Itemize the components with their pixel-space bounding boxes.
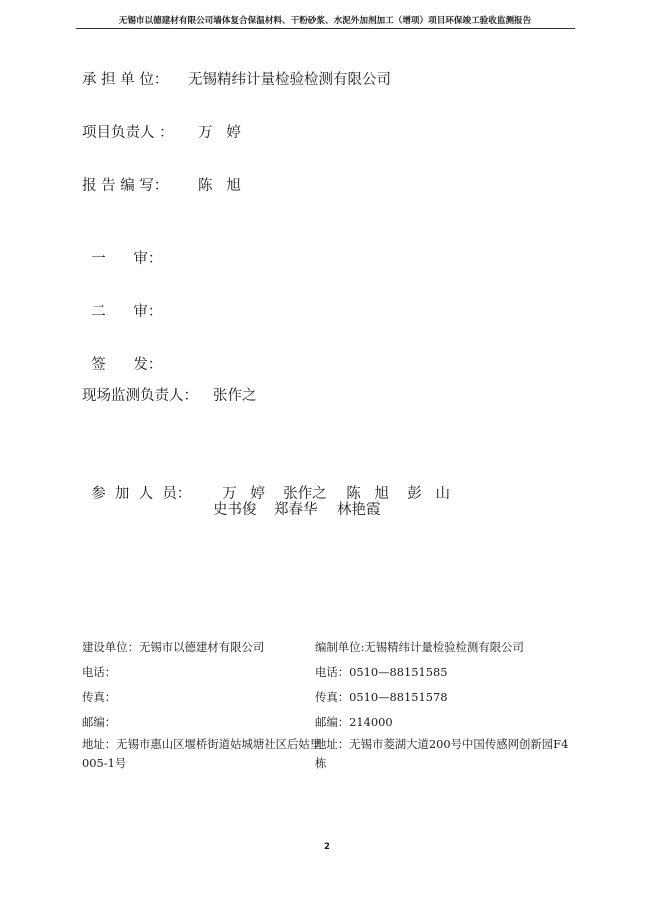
issuer-label: 签 发： (91, 357, 163, 373)
issuer-row (82, 335, 162, 375)
undertaking-unit-row (82, 70, 391, 90)
editor-postcode: 邮编：214000 (315, 715, 393, 729)
builder-phone: 电话： (82, 665, 117, 679)
report-writer-row (82, 176, 241, 196)
editor-fax: 传真：0510—88151578 (315, 690, 448, 704)
editor-unit: 编制单位:无锡精纬计量检验检测有限公司 (315, 640, 524, 654)
project-leader-value: 万 婷 (198, 125, 241, 141)
report-header-title: 无锡市以德建材有限公司墙体复合保温材料、干粉砂浆、水泥外加剂加工（增项）项目环保竣工验收监测报告 (118, 16, 532, 26)
report-writer-value: 陈 旭 (198, 178, 241, 194)
participants-row (82, 464, 450, 504)
participant-name: 郑春华 (274, 502, 318, 518)
second-review-row (82, 282, 162, 322)
project-leader-row (82, 123, 241, 143)
builder-postcode: 邮编： (82, 715, 117, 729)
participants-row-2 (213, 500, 381, 520)
participant-name: 彭 山 (407, 486, 451, 502)
second-review-label: 二 审： (91, 304, 163, 320)
site-leader-label: 现场监测负责人： (82, 388, 198, 404)
page-number: 2 (324, 842, 330, 852)
builder-fax: 传真： (82, 690, 117, 704)
builder-address: 地址：无锡市惠山区堰桥街道姑城塘社区后姑里005-1号 (82, 737, 322, 770)
undertaking-unit-value: 无锡精纬计量检验检测有限公司 (188, 72, 391, 88)
editor-phone: 电话：0510—88151585 (315, 665, 448, 679)
participant-name: 林艳霞 (337, 502, 381, 518)
participant-name: 史书俊 (213, 502, 257, 518)
project-leader-label: 项目负责人 ： (82, 125, 174, 141)
undertaking-unit-label: 承 担 单 位： (82, 72, 169, 88)
header-divider (76, 28, 575, 29)
first-review-row (82, 229, 162, 269)
first-review-label: 一 审： (91, 251, 163, 267)
participant-name: 陈 旭 (346, 486, 390, 502)
participant-name: 万 婷 (222, 486, 266, 502)
builder-unit: 建设单位：无锡市以德建材有限公司 (82, 640, 265, 654)
report-writer-label: 报 告 编 写： (82, 178, 169, 194)
site-leader-value: 张作之 (213, 388, 257, 404)
participant-name: 张作之 (283, 486, 327, 502)
participants-label: 参 加 人 员： (91, 486, 192, 502)
site-leader-row (82, 386, 257, 406)
editor-address: 地址：无锡市菱湖大道200号中国传感网创新园F4栋 (315, 737, 569, 770)
